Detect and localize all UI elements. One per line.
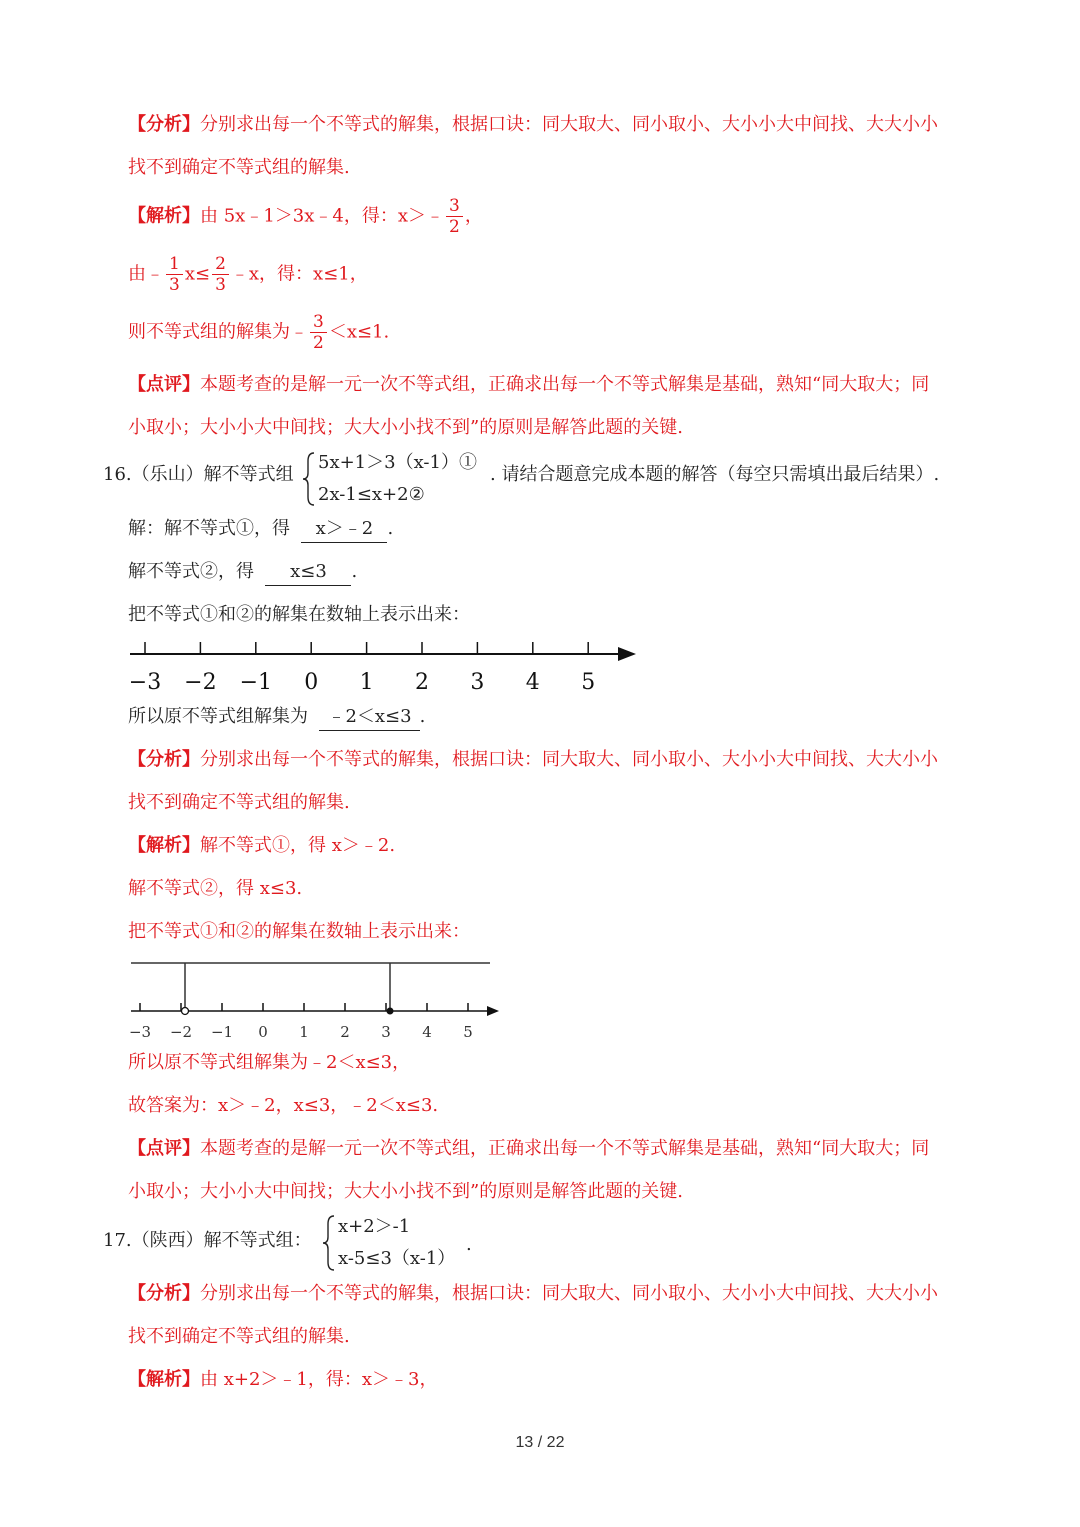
solution-line-2 [128,254,368,295]
solution-tag: 【解析】 [128,205,200,227]
line2-mid: x≤ [184,263,211,285]
analysis-tag: 【分析】 [128,749,200,770]
frac-num: 3 [310,312,327,333]
comment-tag: 【点评】 [128,1138,200,1159]
q17-eq1: x+2＞-1 [338,1216,411,1237]
step1-answer: x＞﹣2 [301,516,387,543]
axis-tick-label: 2 [340,1023,350,1041]
axis-tick-label: 3 [470,670,485,695]
axis-arrow-icon [487,1006,499,1016]
frac-den: 2 [313,333,324,353]
q16-step2 [128,559,357,586]
line3-post: ＜x≤1. [328,321,390,343]
question-16-prefix: 16.（乐山）解不等式组 [103,464,294,485]
q17-eq2: x-5≤3（x-1） [338,1248,456,1269]
q16-eq1: 5x+1＞3（x-1）① [318,452,477,473]
solution-text: 由 5x﹣1＞3x﹣4，得：x＞﹣ [200,205,444,227]
axis-tick-label: 2 [415,670,429,695]
q16-solution [128,833,395,859]
frac-den: 2 [448,217,460,237]
q16-sol3: 把不等式①和②的解集在数轴上表示出来： [128,921,470,942]
solution-tag: 【解析】 [128,835,200,856]
solution-text: 由 x+2＞﹣1，得：x＞﹣3， [200,1369,438,1390]
comment-text: 本题考查的是解一元一次不等式组，正确求出每一个不等式解集是基础，熟知“同大取大；同 [200,374,930,395]
brace-icon [302,451,316,507]
step1-pre: 解：解不等式①，得 [128,518,290,539]
step2-post: . [351,561,358,582]
axis-tick-label: 1 [299,1023,309,1041]
axis-tick-label: 0 [304,670,319,695]
q16-analysis-cont: 找不到确定不等式组的解集. [128,792,350,813]
step4-post: . [419,706,426,727]
analysis-text: 分别求出每一个不等式的解集，根据口诀：同大取大、同小取小、大小小大中间找、大大小小 [200,114,938,135]
q16-step4 [128,704,425,731]
question-17-suffix: . [466,1234,472,1255]
comment-tag: 【点评】 [128,374,200,395]
q16-analysis [128,747,938,773]
q17-analysis [128,1281,938,1307]
q17-analysis-cont: 找不到确定不等式组的解集. [128,1326,350,1347]
analysis-tag: 【分析】 [128,1283,200,1304]
frac-den: 3 [215,275,226,295]
q16-comment [128,1136,929,1162]
number-line-2 [125,950,515,1045]
analysis-text: 分别求出每一个不等式的解集，根据口诀：同大取大、同小取小、大小小大中间找、大大小小 [200,1283,938,1304]
solution-text: 解不等式①，得 x＞﹣2. [200,835,396,856]
solution-post: ， [464,205,483,227]
fraction [166,254,183,295]
analysis-text-cont: 找不到确定不等式组的解集. [128,157,350,178]
step2-pre: 解不等式②，得 [128,561,254,582]
question-16-suffix: . 请结合题意完成本题的解答（每空只需填出最后结果）. [490,464,940,485]
step2-answer: x≤3 [265,559,351,586]
q16-step1 [128,516,393,543]
q16-sol2: 解不等式②，得 x≤3. [128,878,303,899]
axis-tick-label: 1 [359,670,374,695]
axis-tick-label: −3 [128,670,162,695]
fraction [212,254,229,295]
axis-tick-label: −2 [184,670,217,695]
q16-eq2: 2x-1≤x+2② [318,484,425,505]
axis-tick-label: 3 [381,1023,391,1041]
analysis-tag: 【分析】 [128,114,200,135]
axis-arrow-icon [618,647,636,661]
line3-pre: 则不等式组的解集为﹣ [128,321,308,343]
solution-line-3 [128,312,389,353]
axis-tick-label: 4 [525,670,540,695]
axis-tick-label: 0 [258,1023,268,1041]
solution-line-1 [128,196,483,237]
step4-pre: 所以原不等式组解集为 [128,706,308,727]
axis-tick-label: −1 [210,1023,234,1041]
fraction [310,312,327,353]
line2-post: ﹣x，得：x≤1， [230,263,368,285]
open-circle-marker [182,1008,189,1015]
analysis-paragraph [128,112,938,138]
axis-tick-label: −3 [128,1023,152,1041]
line2-pre: 由﹣ [128,263,164,285]
closed-circle-marker [387,1008,394,1015]
comment-paragraph [128,372,929,398]
page-number: 13 / 22 [515,1434,565,1451]
frac-num: 2 [212,254,229,275]
q16-sol4: 所以原不等式组解集为﹣2＜x≤3， [128,1052,411,1073]
brace-icon [322,1214,336,1272]
step4-answer: ﹣2＜x≤3 [319,704,419,731]
frac-num: 1 [166,254,183,275]
axis-tick-label: −1 [239,670,273,695]
q16-comment-cont: 小取小；大小小大中间找；大大小小找不到”的原则是解答此题的关键. [128,1181,683,1202]
axis-tick-label: 4 [422,1023,432,1041]
q16-sol5: 故答案为：x＞﹣2，x≤3，﹣2＜x≤3. [128,1095,439,1116]
frac-den: 3 [169,275,180,295]
step1-post: . [387,518,394,539]
solution-tag: 【解析】 [128,1369,200,1390]
axis-tick-label: 5 [581,670,596,695]
fraction [446,196,463,237]
comment-text: 本题考查的是解一元一次不等式组，正确求出每一个不等式解集是基础，熟知“同大取大；同 [200,1138,930,1159]
axis-tick-label: −2 [169,1023,193,1041]
analysis-text: 分别求出每一个不等式的解集，根据口诀：同大取大、同小取小、大小小大中间找、大大小小 [200,749,938,770]
question-17-prefix: 17.（陕西）解不等式组： [103,1230,312,1251]
q16-step3: 把不等式①和②的解集在数轴上表示出来： [128,604,470,625]
number-line-1 [120,634,650,700]
frac-num: 3 [446,196,463,217]
comment-text-cont: 小取小；大小小大中间找；大大小小找不到”的原则是解答此题的关键. [128,417,683,438]
axis-tick-label: 5 [463,1023,473,1041]
q17-solution [128,1367,437,1393]
